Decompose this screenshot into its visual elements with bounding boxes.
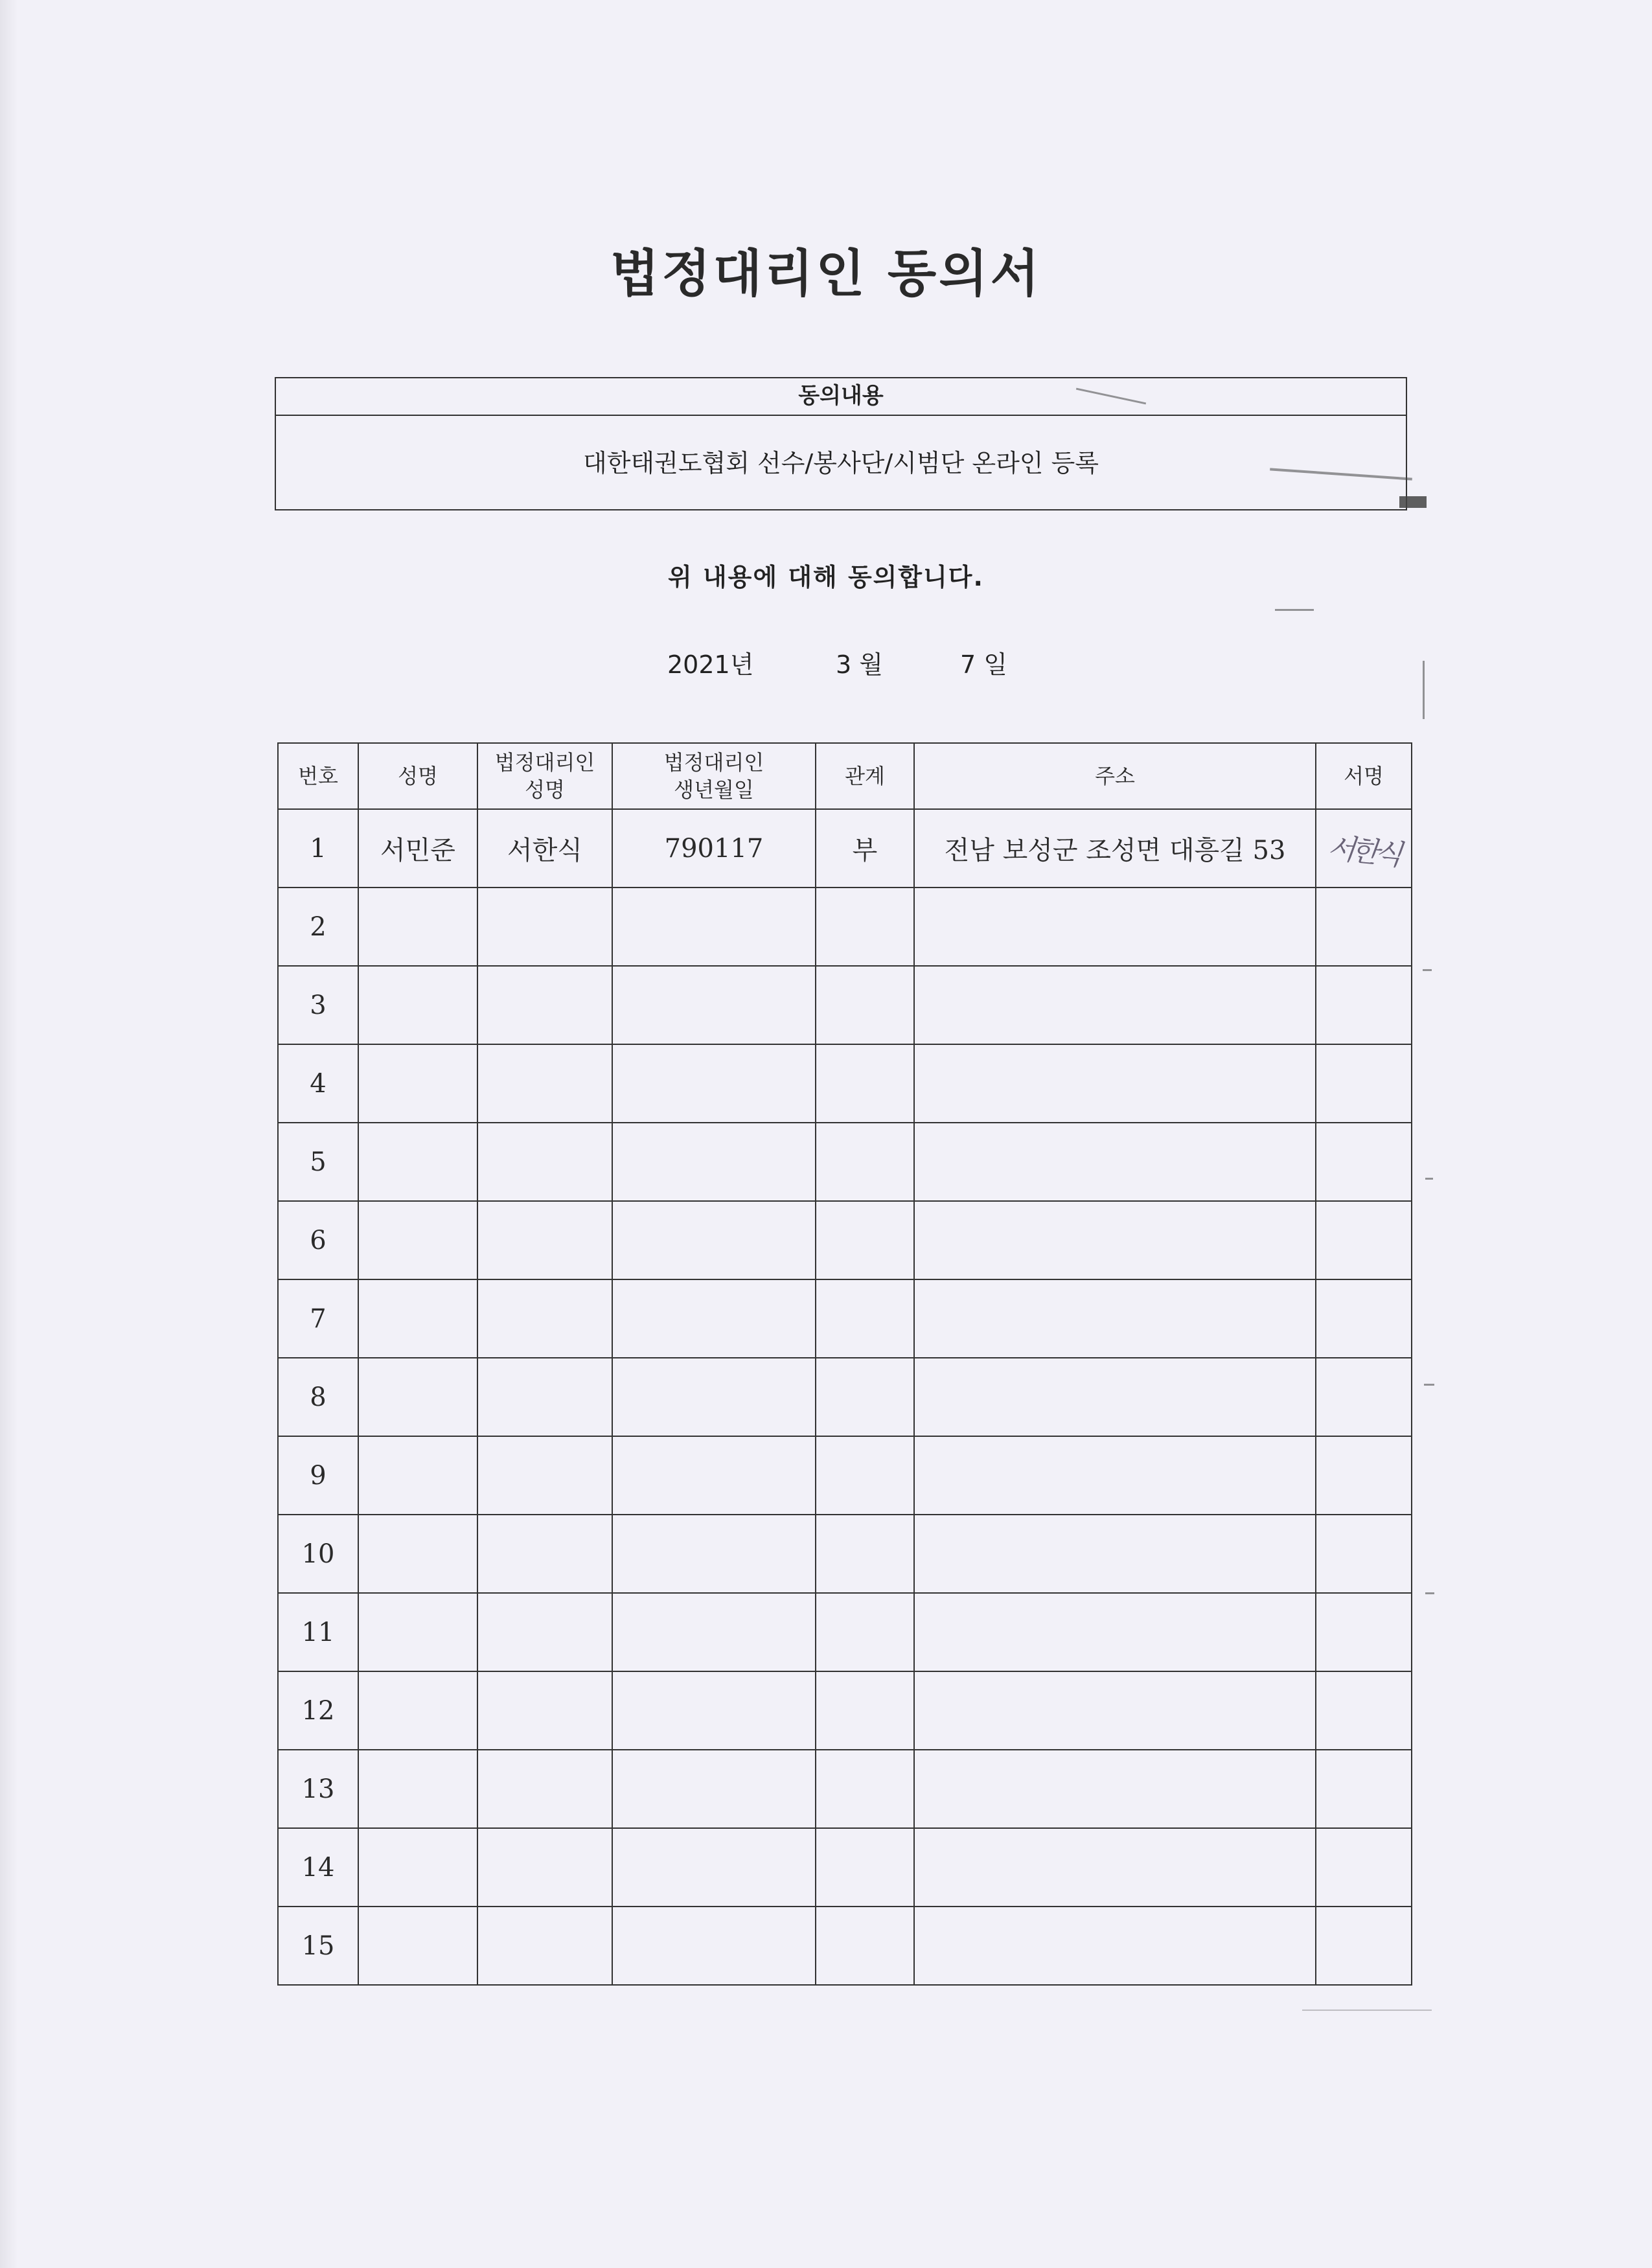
header-guardian-name-line1: 법정대리인 — [494, 750, 595, 775]
table-row — [278, 1436, 1412, 1515]
row-no: 2 — [278, 888, 358, 966]
row-address — [914, 1044, 1316, 1123]
row-name — [358, 1044, 477, 1123]
row-signature — [1316, 1358, 1412, 1436]
row-no: 14 — [278, 1828, 358, 1907]
scan-artifact — [1423, 969, 1432, 971]
row-relation — [816, 1828, 914, 1907]
row-address — [914, 966, 1316, 1044]
date-day: 7 일 — [960, 650, 1007, 679]
header-guardian-name — [477, 743, 612, 809]
row-name — [358, 1358, 477, 1436]
header-guardian-birth — [612, 743, 816, 809]
row-signature — [1316, 1044, 1412, 1123]
row-name — [358, 888, 477, 966]
row-name — [358, 1828, 477, 1907]
table-row — [278, 1123, 1412, 1201]
date-month: 3 월 — [836, 650, 883, 679]
row-relation — [816, 1044, 914, 1123]
row-guardian-birth — [612, 1515, 816, 1593]
row-signature — [1316, 809, 1412, 888]
table-row — [278, 966, 1412, 1044]
row-relation — [816, 1279, 914, 1358]
row-address — [914, 1123, 1316, 1201]
table-row — [278, 809, 1412, 888]
scan-artifact — [1275, 609, 1314, 611]
row-no: 8 — [278, 1358, 358, 1436]
row-relation — [816, 1358, 914, 1436]
row-relation — [816, 888, 914, 966]
row-signature — [1316, 1671, 1412, 1750]
header-guardian-name-line2: 성명 — [525, 777, 565, 802]
row-no: 7 — [278, 1279, 358, 1358]
table-row — [278, 1671, 1412, 1750]
row-guardian-birth — [612, 1907, 816, 1985]
row-guardian-name — [477, 1515, 612, 1593]
header-signature: 서명 — [1316, 743, 1412, 809]
row-guardian-birth: 790117 — [612, 809, 816, 888]
scan-artifact — [1425, 1592, 1434, 1594]
table-row — [278, 1907, 1412, 1985]
row-relation — [816, 966, 914, 1044]
row-guardian-birth — [612, 888, 816, 966]
row-signature — [1316, 1279, 1412, 1358]
row-no: 10 — [278, 1515, 358, 1593]
row-address — [914, 1907, 1316, 1985]
agreement-statement: 위 내용에 대해 동의합니다. — [668, 563, 984, 591]
row-address — [914, 1201, 1316, 1279]
scan-artifact — [1423, 661, 1425, 719]
table-row — [278, 1358, 1412, 1436]
row-guardian-name — [477, 1358, 612, 1436]
row-guardian-birth — [612, 1750, 816, 1828]
row-no: 6 — [278, 1201, 358, 1279]
row-signature — [1316, 1593, 1412, 1671]
row-address — [914, 1593, 1316, 1671]
row-guardian-name — [477, 1907, 612, 1985]
row-guardian-name — [477, 1671, 612, 1750]
row-name — [358, 1515, 477, 1593]
row-guardian-name — [477, 1593, 612, 1671]
row-name — [358, 1593, 477, 1671]
row-name — [358, 1750, 477, 1828]
table-row — [278, 1044, 1412, 1123]
row-no: 3 — [278, 966, 358, 1044]
row-guardian-birth — [612, 1828, 816, 1907]
row-signature — [1316, 1750, 1412, 1828]
row-address: 전남 보성군 조성면 대흥길 53 — [914, 809, 1316, 888]
scan-page-edge — [0, 0, 18, 2268]
header-no: 번호 — [278, 743, 358, 809]
table-row — [278, 1593, 1412, 1671]
row-guardian-birth — [612, 1279, 816, 1358]
scan-artifact — [1424, 1384, 1434, 1386]
row-signature — [1316, 1123, 1412, 1201]
consent-content-header: 동의내용 — [276, 378, 1406, 416]
row-guardian-birth — [612, 1123, 816, 1201]
header-name: 성명 — [358, 743, 477, 809]
row-guardian-birth — [612, 1671, 816, 1750]
row-name — [358, 1436, 477, 1515]
row-relation — [816, 1436, 914, 1515]
consent-content-body: 대한태권도협회 선수/봉사단/시범단 온라인 등록 — [582, 449, 1099, 477]
consent-content-box — [275, 377, 1407, 510]
row-guardian-name: 서한식 — [477, 809, 612, 888]
row-guardian-birth — [612, 1201, 816, 1279]
row-name — [358, 1671, 477, 1750]
header-guardian-birth-line1: 법정대리인 — [663, 750, 764, 775]
row-guardian-name — [477, 1044, 612, 1123]
scan-artifact — [1302, 2010, 1432, 2011]
row-signature — [1316, 1436, 1412, 1515]
row-name: 서민준 — [358, 809, 477, 888]
row-no: 13 — [278, 1750, 358, 1828]
row-no: 1 — [278, 809, 358, 888]
table-header-row — [278, 743, 1412, 809]
scan-artifact — [1425, 1178, 1433, 1180]
row-signature — [1316, 1907, 1412, 1985]
row-no: 15 — [278, 1907, 358, 1985]
scan-artifact — [1399, 496, 1427, 508]
row-name — [358, 1201, 477, 1279]
row-name — [358, 966, 477, 1044]
row-no: 9 — [278, 1436, 358, 1515]
row-relation: 부 — [816, 809, 914, 888]
header-guardian-birth-line2: 생년월일 — [674, 777, 754, 802]
row-name — [358, 1907, 477, 1985]
row-guardian-birth — [612, 1593, 816, 1671]
row-relation — [816, 1515, 914, 1593]
row-signature — [1316, 888, 1412, 966]
row-address — [914, 1279, 1316, 1358]
row-signature — [1316, 966, 1412, 1044]
row-relation — [816, 1123, 914, 1201]
row-guardian-name — [477, 1750, 612, 1828]
row-signature — [1316, 1515, 1412, 1593]
row-relation — [816, 1593, 914, 1671]
row-address — [914, 1750, 1316, 1828]
row-address — [914, 888, 1316, 966]
row-guardian-name — [477, 1201, 612, 1279]
row-guardian-birth — [612, 1044, 816, 1123]
row-guardian-birth — [612, 966, 816, 1044]
row-name — [358, 1279, 477, 1358]
row-no: 4 — [278, 1044, 358, 1123]
row-guardian-birth — [612, 1358, 816, 1436]
handwritten-signature: 서한식 — [1326, 830, 1401, 872]
table-row — [278, 1750, 1412, 1828]
row-no: 11 — [278, 1593, 358, 1671]
table-row — [278, 1515, 1412, 1593]
row-guardian-name — [477, 1436, 612, 1515]
row-address — [914, 1358, 1316, 1436]
row-relation — [816, 1907, 914, 1985]
row-guardian-name — [477, 1279, 612, 1358]
row-relation — [816, 1671, 914, 1750]
row-relation — [816, 1201, 914, 1279]
guardian-consent-table — [277, 742, 1412, 1986]
row-no: 5 — [278, 1123, 358, 1201]
row-address — [914, 1436, 1316, 1515]
row-address — [914, 1828, 1316, 1907]
row-address — [914, 1515, 1316, 1593]
row-relation — [816, 1750, 914, 1828]
row-signature — [1316, 1201, 1412, 1279]
header-address: 주소 — [914, 743, 1316, 809]
row-guardian-name — [477, 1123, 612, 1201]
table-row — [278, 888, 1412, 966]
row-guardian-name — [477, 966, 612, 1044]
header-relation: 관계 — [816, 743, 914, 809]
row-signature — [1316, 1828, 1412, 1907]
document-title: 법정대리인 동의서 — [610, 245, 1042, 303]
table-row — [278, 1828, 1412, 1907]
date-year: 2021년 — [667, 650, 754, 679]
row-name — [358, 1123, 477, 1201]
row-no: 12 — [278, 1671, 358, 1750]
row-address — [914, 1671, 1316, 1750]
table-row — [278, 1279, 1412, 1358]
row-guardian-birth — [612, 1436, 816, 1515]
row-guardian-name — [477, 1828, 612, 1907]
row-guardian-name — [477, 888, 612, 966]
table-row — [278, 1201, 1412, 1279]
